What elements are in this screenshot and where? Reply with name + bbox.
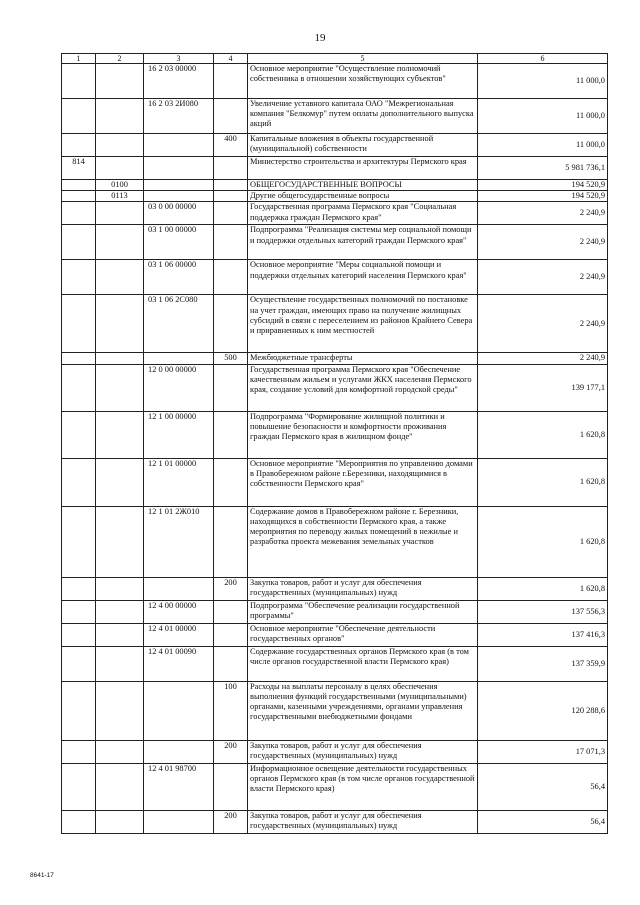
table-cell-c6: 137 556,3 [478,600,608,623]
table-cell-c5: Увеличение уставного капитала ОАО "Межрегиональная компания "Белкомур" путем оплаты дополнительного выпуска акций [248,99,478,134]
table-cell-c1 [62,740,96,763]
table-cell-c2 [96,763,144,810]
table-cell-c3: 03 0 00 00000 [144,202,214,225]
table-row [62,763,608,810]
table-cell-c3: 12 4 01 98700 [144,763,214,810]
table-cell-c2: 0100 [96,180,144,191]
table-cell-c1 [62,600,96,623]
budget-table [61,53,608,834]
table-cell-c1 [62,225,96,260]
table-cell-c4: 200 [214,740,248,763]
table-cell-c6: 194 520,9 [478,191,608,202]
table-cell-c2 [96,134,144,157]
table-cell-c3 [144,180,214,191]
table-cell-c2 [96,506,144,577]
column-header: 2 [96,54,144,64]
table-cell-c3: 12 4 01 00000 [144,623,214,646]
table-cell-c2 [96,364,144,411]
column-header: 3 [144,54,214,64]
table-cell-c6: 1 620,8 [478,411,608,458]
table-cell-c6: 17 071,3 [478,740,608,763]
table-cell-c5: Основное мероприятие "Меры социальной помощи и поддержки отдельных категорий населения Пермского края" [248,260,478,295]
table-cell-c2 [96,646,144,681]
table-cell-c3: 12 1 00 00000 [144,411,214,458]
table-cell-c3: 03 1 00 00000 [144,225,214,260]
table-cell-c4 [214,295,248,353]
table-cell-c1 [62,353,96,364]
table-cell-c6: 1 620,8 [478,506,608,577]
table-cell-c1 [62,577,96,600]
table-cell-c2 [96,99,144,134]
table-row [62,180,608,191]
table-cell-c2 [96,458,144,506]
table-cell-c3: 03 1 06 2С080 [144,295,214,353]
table-row [62,681,608,740]
document-code: 8641-17 [30,872,54,879]
table-cell-c1: 814 [62,157,96,180]
table-cell-c5: Информационное освещение деятельности государственных органов Пермского края (в том числе органов государственной власти Пермского края) [248,763,478,810]
table-cell-c6: 2 240,9 [478,202,608,225]
table-cell-c2 [96,577,144,600]
table-cell-c3 [144,134,214,157]
table-cell-c6: 11 000,0 [478,64,608,99]
table-cell-c6: 120 288,6 [478,681,608,740]
table-cell-c4 [214,458,248,506]
table-cell-c4 [214,180,248,191]
table-row [62,740,608,763]
table-cell-c6: 137 416,3 [478,623,608,646]
table-row [62,411,608,458]
table-cell-c2 [96,740,144,763]
table-cell-c1 [62,134,96,157]
table-row [62,99,608,134]
table-cell-c3: 12 4 00 00000 [144,600,214,623]
table-cell-c1 [62,180,96,191]
table-cell-c1 [62,411,96,458]
table-cell-c6: 2 240,9 [478,260,608,295]
table-cell-c4 [214,411,248,458]
table-cell-c5: Подпрограмма "Формирование жилищной политики и повышение безопасности и комфортности проживания граждан Пермского края в жилищном фонде" [248,411,478,458]
table-cell-c6: 56,4 [478,810,608,833]
table-cell-c1 [62,364,96,411]
table-row [62,600,608,623]
table-row [62,623,608,646]
table-cell-c5: Закупка товаров, работ и услуг для обеспечения государственных (муниципальных) нужд [248,740,478,763]
table-cell-c1 [62,99,96,134]
table-cell-c1 [62,763,96,810]
table-row [62,577,608,600]
table-cell-c5: Закупка товаров, работ и услуг для обеспечения государственных (муниципальных) нужд [248,810,478,833]
table-cell-c2: 0113 [96,191,144,202]
column-header: 6 [478,54,608,64]
table-cell-c5: Содержание домов в Правобережном районе г. Березники, находящихся в собственности Пермского края, а также мероприятия по переводу жилых помещений в нежилые и разработка проекта межевания земельных участков [248,506,478,577]
table-cell-c5: Государственная программа Пермского края "Социальная поддержка граждан Пермского края" [248,202,478,225]
table-cell-c2 [96,157,144,180]
table-cell-c1 [62,295,96,353]
table-cell-c1 [62,506,96,577]
table-cell-c3: 03 1 06 00000 [144,260,214,295]
table-cell-c4: 400 [214,134,248,157]
table-cell-c6: 194 520,9 [478,180,608,191]
table-cell-c5: Осуществление государственных полномочий по постановке на учет граждан, имеющих право на получение жилищных субсидий в связи с переселением из районов Крайнего Севера и приравненных к ним местностей [248,295,478,353]
table-cell-c4 [214,191,248,202]
table-cell-c4 [214,646,248,681]
table-cell-c3 [144,681,214,740]
table-cell-c2 [96,260,144,295]
table-cell-c4 [214,600,248,623]
table-cell-c4 [214,506,248,577]
table-cell-c4: 100 [214,681,248,740]
table-cell-c3 [144,191,214,202]
table-cell-c3: 12 1 01 2Ж010 [144,506,214,577]
table-cell-c5: Подпрограмма "Обеспечение реализации государственной программы" [248,600,478,623]
table-cell-c1 [62,260,96,295]
table-cell-c4 [214,99,248,134]
table-cell-c1 [62,202,96,225]
table-cell-c3: 12 0 00 00000 [144,364,214,411]
table-cell-c5: Основное мероприятие "Осуществление полномочий собственника в отношении хозяйствующих субъектов" [248,64,478,99]
table-cell-c3 [144,353,214,364]
table-cell-c6: 2 240,9 [478,353,608,364]
page-number: 19 [314,32,326,44]
table-cell-c1 [62,810,96,833]
table-cell-c6: 11 000,0 [478,134,608,157]
table-cell-c4: 200 [214,810,248,833]
table-cell-c5: Закупка товаров, работ и услуг для обеспечения государственных (муниципальных) нужд [248,577,478,600]
table-cell-c2 [96,353,144,364]
table-cell-c6: 137 359,9 [478,646,608,681]
table-row [62,157,608,180]
table-row [62,64,608,99]
table-cell-c4 [214,364,248,411]
table-cell-c5: Капитальные вложения в объекты государственной (муниципальной) собственности [248,134,478,157]
table-cell-c6: 1 620,8 [478,577,608,600]
table-cell-c4 [214,225,248,260]
column-header: 5 [248,54,478,64]
table-cell-c1 [62,64,96,99]
table-row [62,295,608,353]
column-header: 1 [62,54,96,64]
table-cell-c6: 2 240,9 [478,225,608,260]
table-cell-c5: Министерство строительства и архитектуры Пермского края [248,157,478,180]
table-cell-c1 [62,681,96,740]
table-cell-c6: 2 240,9 [478,295,608,353]
table-cell-c6: 139 177,1 [478,364,608,411]
table-cell-c5: Другие общегосударственные вопросы [248,191,478,202]
table-cell-c4 [214,623,248,646]
table-cell-c4 [214,157,248,180]
table-cell-c4 [214,260,248,295]
table-cell-c3 [144,577,214,600]
table-cell-c5: Расходы на выплаты персоналу в целях обеспечения выполнения функций государственными (муниципальными) органами, казенными учреждениями, органами управления государственными внебюджетными фондами [248,681,478,740]
table-cell-c6: 56,4 [478,763,608,810]
table-cell-c3: 12 1 01 00000 [144,458,214,506]
table-row [62,646,608,681]
table-header-row [62,54,608,64]
table-cell-c4: 500 [214,353,248,364]
table-cell-c3: 16 2 03 2И080 [144,99,214,134]
table-cell-c5: Основное мероприятие "Мероприятия по управлению домами в Правобережном районе г.Березники, находящимися в собственности Пермского края" [248,458,478,506]
table-cell-c4 [214,64,248,99]
table-cell-c3 [144,810,214,833]
table-cell-c3 [144,157,214,180]
table-cell-c1 [62,623,96,646]
table-row [62,225,608,260]
table-cell-c4 [214,202,248,225]
table-cell-c5: Основное мероприятие "Обеспечение деятельности государственных органов" [248,623,478,646]
table-cell-c1 [62,191,96,202]
table-cell-c2 [96,411,144,458]
table-cell-c1 [62,458,96,506]
table-cell-c3 [144,740,214,763]
table-cell-c6: 5 981 736,1 [478,157,608,180]
table-cell-c3: 12 4 01 00090 [144,646,214,681]
table-cell-c1 [62,646,96,681]
table-cell-c5: Подпрограмма "Реализация системы мер социальной помощи и поддержки отдельных категорий граждан Пермского края" [248,225,478,260]
table-row [62,191,608,202]
table-cell-c5: Государственная программа Пермского края "Обеспечение качественным жильем и услугами ЖКХ населения Пермского края, создание условий для комфортной городской среды" [248,364,478,411]
column-header: 4 [214,54,248,64]
table-cell-c2 [96,295,144,353]
table-cell-c5: Содержание государственных органов Пермского края (в том числе органов государственной власти Пермского края) [248,646,478,681]
table-row [62,202,608,225]
table-cell-c5: ОБЩЕГОСУДАРСТВЕННЫЕ ВОПРОСЫ [248,180,478,191]
table-cell-c4 [214,763,248,810]
table-cell-c2 [96,681,144,740]
table-row [62,260,608,295]
table-row [62,353,608,364]
table-row [62,458,608,506]
table-cell-c2 [96,64,144,99]
table-cell-c4: 200 [214,577,248,600]
table-cell-c2 [96,600,144,623]
table-cell-c2 [96,810,144,833]
table-cell-c3: 16 2 03 00000 [144,64,214,99]
table-cell-c5: Межбюджетные трансферты [248,353,478,364]
table-cell-c2 [96,623,144,646]
table-row [62,810,608,833]
table-cell-c2 [96,225,144,260]
table-cell-c2 [96,202,144,225]
table-cell-c6: 1 620,8 [478,458,608,506]
table-row [62,134,608,157]
table-cell-c6: 11 000,0 [478,99,608,134]
table-row [62,506,608,577]
table-row [62,364,608,411]
